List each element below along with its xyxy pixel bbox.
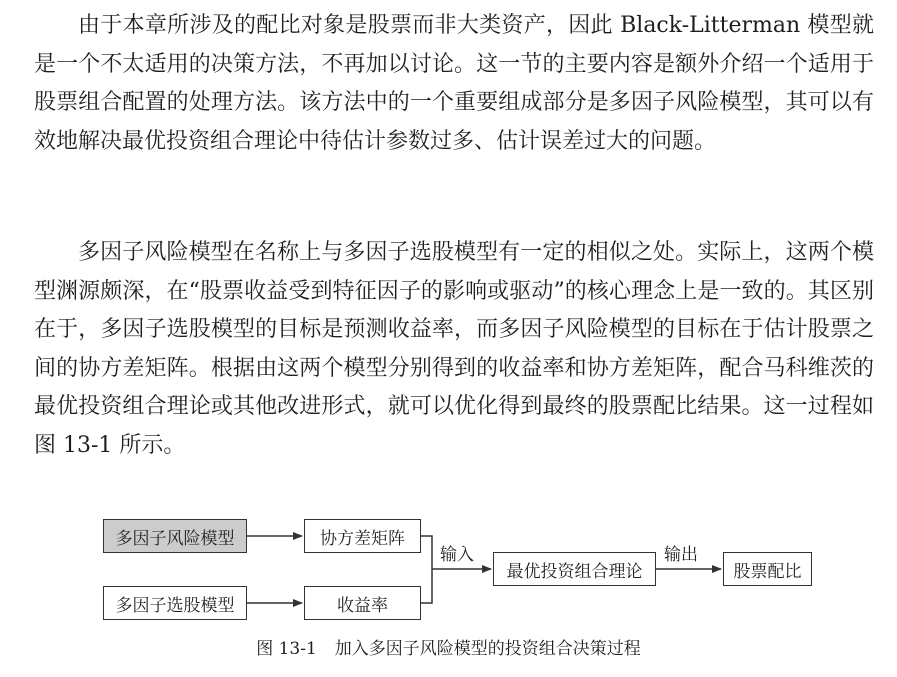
paragraph-2: 多因子风险模型在名称上与多因子选股模型有一定的相似之处。实际上，这两个模型渊源颇深，在“股票收益受到特征因子的影响或驱动”的核心理念上是一致的。其区别在于，多因子选股模型的目标是预测收益率，而多因子风险模型的目标在于估计股票之间的协方差矩阵。根据由这两个模型分别得到的收益率和协方差矩阵，配合马科维茨的最优投资组合理论或其他改进形式，就可以优化得到最终的股票配比结果。这一过程如图 13-1 所示。 [34, 240, 874, 458]
caption-text: 加入多因子风险模型的投资组合决策过程 [334, 639, 641, 659]
return-rate-box: 收益率 [304, 586, 421, 620]
connector-return-bracket [421, 569, 432, 603]
covariance-matrix-box: 协方差矩阵 [304, 519, 421, 553]
output-label: 输出 [664, 545, 698, 565]
risk-model-box: 多因子风险模型 [103, 519, 247, 553]
connector-covariance-bracket [421, 536, 432, 569]
caption-number: 图 13-1 [256, 639, 317, 659]
paragraph-1: 由于本章所涉及的配比对象是股票而非大类资产，因此 Black-Litterman 模型就是一个不太适用的决策方法，不再加以讨论。这一节的主要内容是额外介绍一个适用于股票组合配置的处理方法。该方法中的一个重要组成部分是多因子风险模型，其可以有效地解决最优投资组合理论中待估计参数过多、估计误差过大的问题。 [34, 13, 874, 154]
portfolio-optimizer-box: 最优投资组合理论 [493, 552, 656, 586]
figure-caption [0, 634, 897, 659]
stock-selection-model-box: 多因子选股模型 [103, 586, 247, 620]
input-label: 输入 [440, 545, 474, 565]
stock-allocation-box: 股票配比 [723, 552, 812, 586]
